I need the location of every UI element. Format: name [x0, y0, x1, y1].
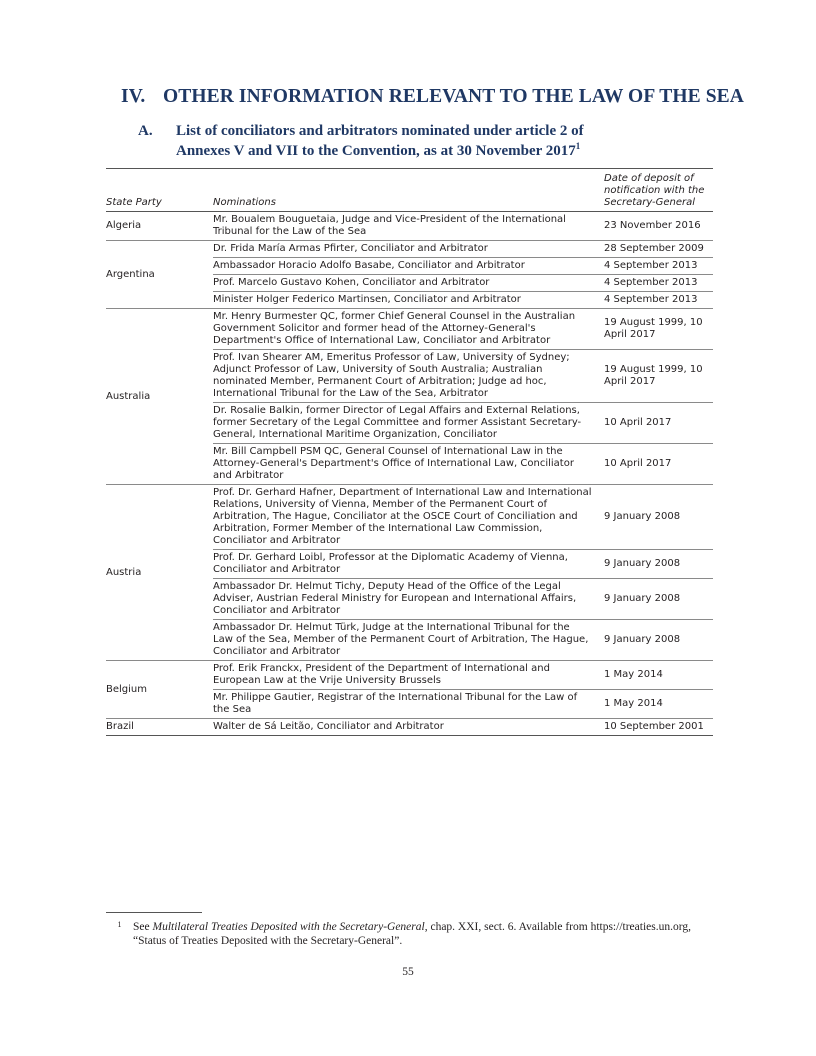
state-party-australia: Australia [106, 309, 213, 485]
footnote-text-after[interactable]: , chap. XXI, sect. 6. Available from https://treaties.un.org, “Status of Treaties Deposited with the Secretary-General”. [133, 921, 691, 947]
date-cell: 28 September 2009 [604, 241, 713, 258]
footnote-body [133, 920, 713, 948]
nomination-cell: Ambassador Dr. Helmut Tichy, Deputy Head of the Office of the Legal Adviser, Austrian Federal Ministry for European and International Affairs, Conciliator and Arbitrator [213, 579, 604, 620]
subsection-title-line1: List of conciliators and arbitrators nominated under article 2 of [176, 123, 584, 139]
date-cell: 4 September 2013 [604, 275, 713, 292]
header-nominations: Nominations [213, 169, 604, 212]
header-date-of-deposit: Date of deposit of notification with the Secretary-General [604, 169, 713, 212]
date-cell: 9 January 2008 [604, 620, 713, 661]
date-cell: 23 November 2016 [604, 212, 713, 241]
date-cell: 10 April 2017 [604, 444, 713, 485]
date-cell: 10 April 2017 [604, 403, 713, 444]
date-cell: 19 August 1999, 10 April 2017 [604, 309, 713, 350]
state-party-algeria: Algeria [106, 212, 213, 241]
nomination-cell: Ambassador Horacio Adolfo Basabe, Conciliator and Arbitrator [213, 258, 604, 275]
subsection-heading [138, 121, 738, 161]
nomination-cell: Prof. Dr. Gerhard Loibl, Professor at the Diplomatic Academy of Vienna, Conciliator and Arbitrator [213, 550, 604, 579]
footnote-text-before: See [133, 921, 153, 933]
nomination-cell: Dr. Frida María Armas Pfirter, Conciliator and Arbitrator [213, 241, 604, 258]
footnote-divider [106, 912, 202, 913]
state-party-belgium: Belgium [106, 661, 213, 719]
nomination-cell: Walter de Sá Leitão, Conciliator and Arbitrator [213, 719, 604, 736]
state-party-brazil: Brazil [106, 719, 213, 736]
nomination-cell: Mr. Philippe Gautier, Registrar of the International Tribunal for the Law of the Sea [213, 690, 604, 719]
nomination-cell: Prof. Dr. Gerhard Hafner, Department of International Law and International Relations, University of Vienna, Member of the Permanent Court of Arbitration, The Hague, Conciliator at the OSCE Court of Conciliation and Arbitration, Former Member of the International Law Commission, Conciliator and Arbitrator [213, 485, 604, 550]
page-number: 55 [402, 966, 414, 978]
table-row [106, 719, 713, 736]
nomination-cell: Prof. Marcelo Gustavo Kohen, Conciliator and Arbitrator [213, 275, 604, 292]
date-cell: 4 September 2013 [604, 258, 713, 275]
footnote-mark: 1 [117, 920, 122, 929]
nomination-cell: Minister Holger Federico Martinsen, Conciliator and Arbitrator [213, 292, 604, 309]
state-party-austria: Austria [106, 485, 213, 661]
nomination-cell: Mr. Boualem Bouguetaia, Judge and Vice-President of the International Tribunal for the Law of the Sea [213, 212, 604, 241]
date-cell: 1 May 2014 [604, 690, 713, 719]
table-row [106, 661, 713, 690]
date-cell: 9 January 2008 [604, 579, 713, 620]
nomination-cell: Prof. Erik Franckx, President of the Department of International and European Law at the Vrije University Brussels [213, 661, 604, 690]
state-party-argentina: Argentina [106, 241, 213, 309]
table-row [106, 485, 713, 550]
section-number: IV. [121, 86, 146, 107]
footnote-publication-title: Multilateral Treaties Deposited with the Secretary-General [152, 921, 425, 933]
subsection-letter: A. [138, 123, 153, 139]
date-cell: 19 August 1999, 10 April 2017 [604, 350, 713, 403]
date-cell: 9 January 2008 [604, 485, 713, 550]
footnote-reference[interactable]: 1 [575, 141, 581, 151]
table-row [106, 309, 713, 350]
table-row [106, 241, 713, 258]
footnote [106, 920, 716, 948]
date-cell: 9 January 2008 [604, 550, 713, 579]
section-heading [121, 86, 761, 108]
date-cell: 4 September 2013 [604, 292, 713, 309]
table-row [106, 212, 713, 241]
table-header-row [106, 169, 713, 212]
nomination-cell: Mr. Bill Campbell PSM QC, General Counsel of International Law in the Attorney-General's Department's Office of International Law, Conciliator and Arbitrator [213, 444, 604, 485]
nomination-cell: Dr. Rosalie Balkin, former Director of Legal Affairs and External Relations, former Secretary of the Legal Committee and former Assistant Secretary-General, International Maritime Organization, Conciliator [213, 403, 604, 444]
subsection-title-line2: Annexes V and VII to the Convention, as at 30 November 2017 [176, 143, 576, 159]
nominations-table [106, 168, 713, 736]
nomination-cell: Ambassador Dr. Helmut Türk, Judge at the International Tribunal for the Law of the Sea, Member of the Permanent Court of Arbitration, The Hague, Conciliator and Arbitrator [213, 620, 604, 661]
nomination-cell: Prof. Ivan Shearer AM, Emeritus Professor of Law, University of Sydney; Adjunct Professor of Law, University of South Australia; Australian nominated Member, Permanent Court of Arbitration; Judge ad hoc, International Tribunal for the Law of the Sea, Arbitrator [213, 350, 604, 403]
nomination-cell: Mr. Henry Burmester QC, former Chief General Counsel in the Australian Government Solicitor and former head of the Attorney-General's Department's Office of International Law, Conciliator and Arbitrator [213, 309, 604, 350]
header-state-party: State Party [106, 169, 213, 212]
date-cell: 1 May 2014 [604, 661, 713, 690]
date-cell: 10 September 2001 [604, 719, 713, 736]
section-title: OTHER INFORMATION RELEVANT TO THE LAW OF THE SEA [163, 86, 744, 107]
